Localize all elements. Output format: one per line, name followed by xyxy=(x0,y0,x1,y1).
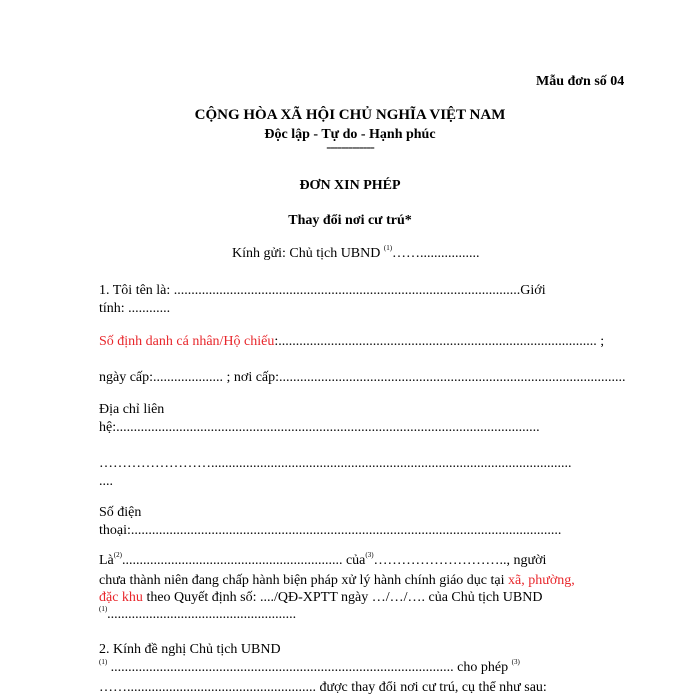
address-line: hệ:......................................................................................................................... xyxy=(99,420,540,435)
footnote-marker: (1) xyxy=(383,244,393,252)
id-number-label: Số định danh cá nhân/Hộ chiếu xyxy=(99,334,275,349)
gender-line: tính: ............ xyxy=(99,301,171,316)
request-line-3: ……...................................................... được thay đổi nơi cư trú, cụ thể như sau: xyxy=(99,680,547,695)
request-dots: .................................................................................................. cho phép xyxy=(107,660,509,675)
name-line: 1. Tôi tên là: ...................................................................................................Giới xyxy=(99,283,546,298)
status-line-1 xyxy=(99,553,546,569)
status-line-2 xyxy=(99,573,575,589)
address-continuation-end: .... xyxy=(99,474,113,489)
footnote-marker: (1) xyxy=(99,658,108,666)
status-line-3 xyxy=(99,590,542,606)
status-highlight: đặc khu xyxy=(99,590,143,605)
recipient-line xyxy=(232,246,480,262)
request-line-2 xyxy=(99,660,520,676)
status-line-4 xyxy=(99,607,296,623)
status-text: chưa thành niên đang chấp hành biện pháp xử lý hành chính giáo dục tại xyxy=(99,573,509,588)
country-heading: CỘNG HÒA XÃ HỘI CHỦ NGHĨA VIỆT NAM xyxy=(194,107,506,123)
form-subtitle: Thay đổi nơi cư trú* xyxy=(288,213,412,228)
status-highlight: xã, phường, xyxy=(508,573,575,588)
header-divider: ------------- xyxy=(326,140,374,155)
status-la: Là xyxy=(99,553,114,568)
phone-label: Số điện xyxy=(99,505,142,520)
form-title: ĐƠN XIN PHÉP xyxy=(299,178,401,193)
footnote-marker: (1) xyxy=(99,605,108,613)
status-text: theo Quyết định số: ..../QĐ-XPTT ngày …/…/…. của Chủ tịch UBND xyxy=(142,590,543,605)
phone-line: thoại:........................................................................................................................... xyxy=(99,523,562,538)
status-dots-2: ……………………….., người xyxy=(373,553,547,568)
form-code: Mẫu đơn số 04 xyxy=(536,74,625,89)
footnote-marker: (3) xyxy=(511,658,520,666)
recipient-label: Kính gửi: Chủ tịch UBND xyxy=(232,246,381,261)
request-line-1: 2. Kính đề nghị Chủ tịch UBND xyxy=(99,642,281,657)
footnote-marker: (2) xyxy=(113,551,122,559)
recipient-dots: ……................. xyxy=(392,246,480,261)
status-dots-4: ...................................................... xyxy=(107,607,297,622)
motto: Độc lập - Tự do - Hạnh phúc xyxy=(264,127,436,142)
status-dots-1: ............................................................... của xyxy=(121,553,366,568)
id-number-dots: :........................................................................................... ; xyxy=(274,334,605,349)
footnote-marker: (3) xyxy=(365,551,374,559)
id-number-line xyxy=(99,334,604,350)
address-continuation: ……………………....................................................................................................... xyxy=(99,456,572,471)
address-label: Địa chỉ liên xyxy=(99,402,165,417)
issue-date-place-line: ngày cấp:.................... ; nơi cấp:................................................................................................... xyxy=(99,370,626,385)
